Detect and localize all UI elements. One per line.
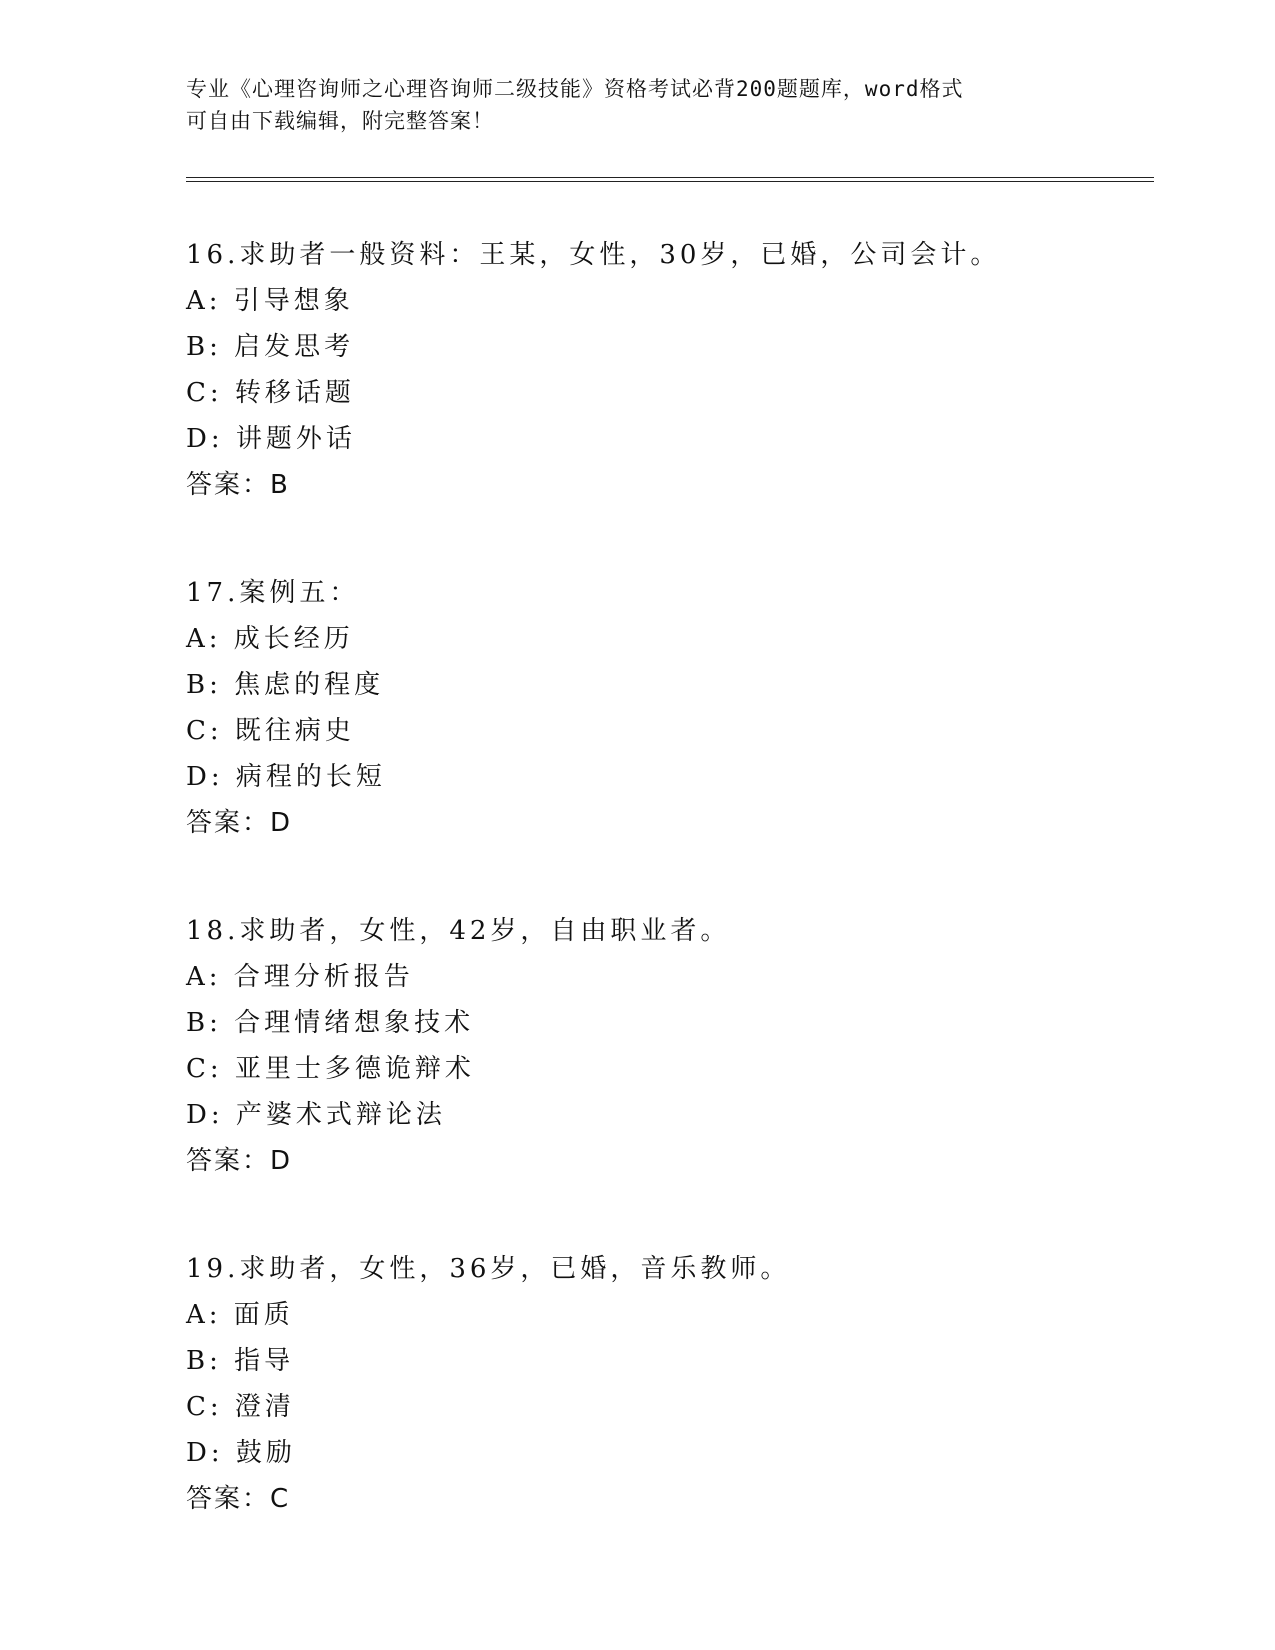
answer-line: 答案：C bbox=[186, 1484, 291, 1514]
option-a: A: 合理分析报告 bbox=[186, 962, 414, 992]
question-stem: 16.求助者一般资料：王某，女性，30岁，已婚，公司会计。 bbox=[186, 240, 1001, 270]
option-d: D: 讲题外话 bbox=[186, 424, 356, 454]
option-c: C: 转移话题 bbox=[186, 378, 355, 408]
option-c: C: 澄清 bbox=[186, 1392, 295, 1422]
question-stem: 17.案例五： bbox=[186, 578, 360, 608]
question-16 bbox=[186, 232, 1154, 508]
option-b: B: 焦虑的程度 bbox=[186, 670, 385, 700]
header-line-1: 专业《心理咨询师之心理咨询师二级技能》资格考试必背200题题库，word格式 bbox=[186, 77, 964, 101]
option-d: D: 产婆术式辩论法 bbox=[186, 1100, 446, 1130]
option-a: A: 引导想象 bbox=[186, 286, 354, 316]
option-d: D: 鼓励 bbox=[186, 1438, 296, 1468]
header-divider bbox=[186, 177, 1154, 182]
option-b: B: 合理情绪想象技术 bbox=[186, 1008, 475, 1038]
answer-line: 答案：D bbox=[186, 1146, 293, 1176]
question-17 bbox=[186, 570, 1154, 846]
question-stem: 18.求助者，女性，42岁，自由职业者。 bbox=[186, 916, 731, 946]
option-a: A: 成长经历 bbox=[186, 624, 354, 654]
option-b: B: 指导 bbox=[186, 1346, 295, 1376]
question-18 bbox=[186, 908, 1154, 1184]
option-b: B: 启发思考 bbox=[186, 332, 355, 362]
answer-line: 答案：B bbox=[186, 470, 290, 500]
question-stem: 19.求助者，女性，36岁，已婚，音乐教师。 bbox=[186, 1254, 791, 1284]
answer-line: 答案：D bbox=[186, 808, 293, 838]
option-d: D: 病程的长短 bbox=[186, 762, 386, 792]
document-header bbox=[186, 73, 1086, 137]
question-list bbox=[186, 232, 1154, 1584]
option-a: A: 面质 bbox=[186, 1300, 294, 1330]
question-19 bbox=[186, 1246, 1154, 1522]
option-c: C: 既往病史 bbox=[186, 716, 355, 746]
header-line-2: 可自由下载编辑，附完整答案！ bbox=[186, 109, 494, 133]
option-c: C: 亚里士多德诡辩术 bbox=[186, 1054, 475, 1084]
